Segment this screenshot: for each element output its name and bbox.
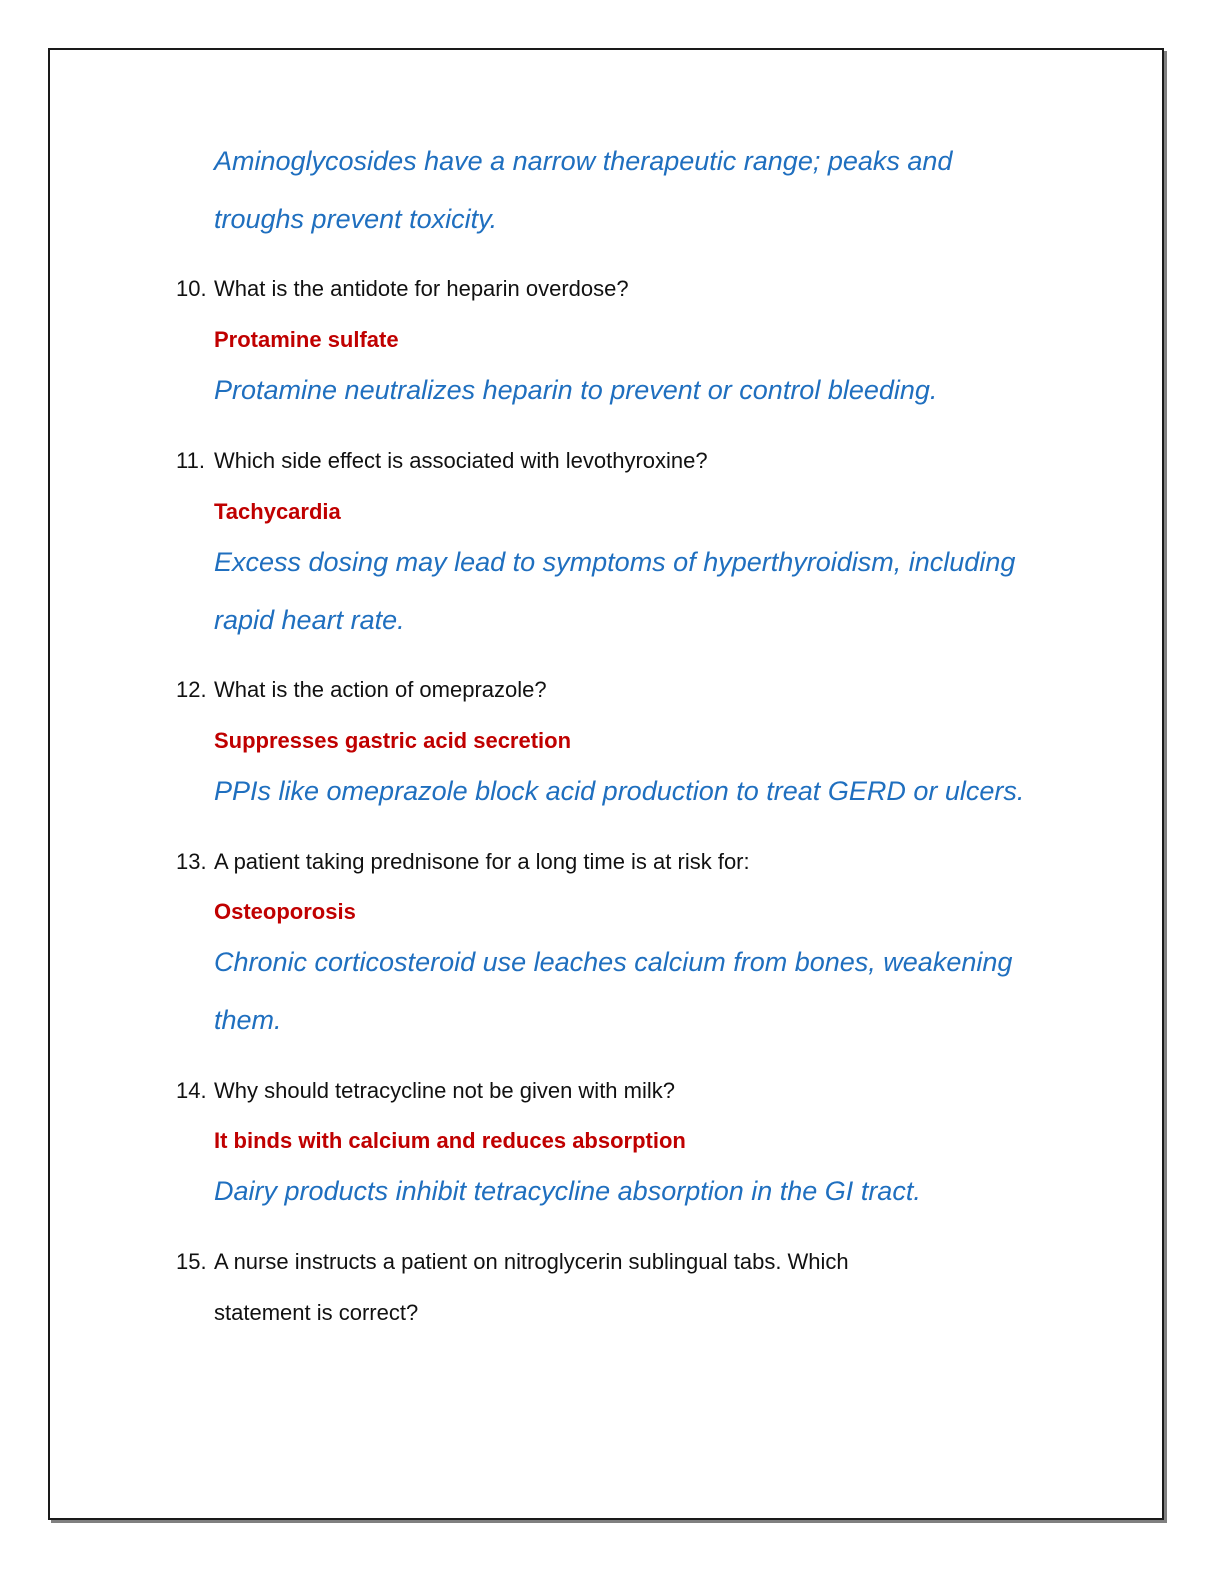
question-text: What is the antidote for heparin overdose? (214, 276, 629, 301)
answer-10: Protamine sulfate (214, 327, 399, 352)
explanation-11-line-2: rapid heart rate. (214, 605, 405, 635)
question-text: A patient taking prednisone for a long time is at risk for: (214, 849, 750, 874)
explanation-13-line-1: Chronic corticosteroid use leaches calcium from bones, weakening (214, 947, 1013, 977)
answer-11: Tachycardia (214, 499, 341, 524)
question-13 (176, 849, 750, 875)
question-text: A nurse instructs a patient on nitroglycerin sublingual tabs. Which (214, 1249, 849, 1274)
question-number: 10. (176, 276, 207, 301)
question-14 (176, 1078, 675, 1104)
question-15 (176, 1249, 849, 1275)
intro-explanation-line-1: Aminoglycosides have a narrow therapeutic range; peaks and (214, 146, 953, 176)
question-number: 15. (176, 1249, 207, 1274)
question-text: Which side effect is associated with levothyroxine? (214, 448, 708, 473)
question-text: Why should tetracycline not be given with milk? (214, 1078, 675, 1103)
answer-14: It binds with calcium and reduces absorption (214, 1128, 686, 1153)
intro-explanation-line-2: troughs prevent toxicity. (214, 204, 498, 234)
explanation-12-line-1: PPIs like omeprazole block acid production to treat GERD or ulcers. (214, 776, 1025, 806)
answer-12: Suppresses gastric acid secretion (214, 728, 572, 753)
question-12 (176, 677, 547, 703)
explanation-14-line-1: Dairy products inhibit tetracycline absorption in the GI tract. (214, 1176, 921, 1206)
question-number: 12. (176, 677, 207, 702)
question-number: 13. (176, 849, 207, 874)
question-text: What is the action of omeprazole? (214, 677, 547, 702)
explanation-13-line-2: them. (214, 1005, 282, 1035)
question-15-line-2: statement is correct? (214, 1300, 419, 1325)
question-11 (176, 448, 708, 474)
question-number: 11. (176, 448, 205, 473)
question-number: 14. (176, 1078, 207, 1103)
explanation-10-line-1: Protamine neutralizes heparin to prevent or control bleeding. (214, 375, 938, 405)
question-10 (176, 276, 629, 302)
explanation-11-line-1: Excess dosing may lead to symptoms of hyperthyroidism, including (214, 547, 1016, 577)
answer-13: Osteoporosis (214, 899, 356, 924)
